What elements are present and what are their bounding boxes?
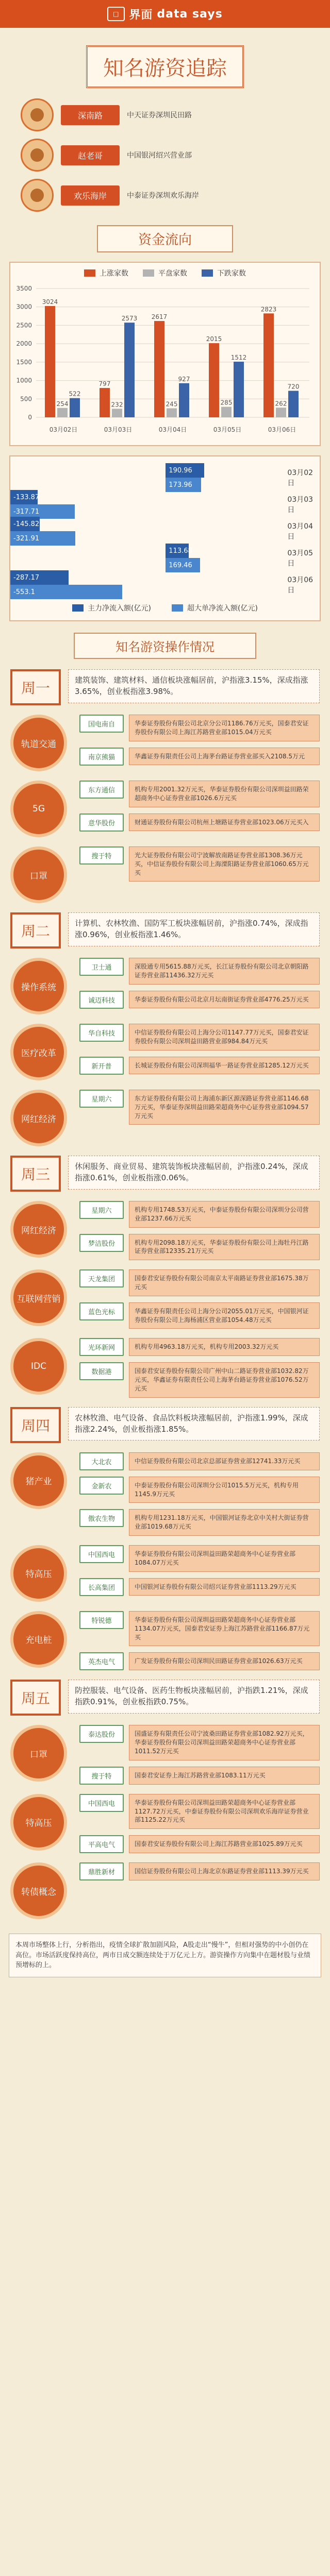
bar-mark [57,408,68,417]
flow-date: 03月06日 [287,576,314,595]
person-desc: 中国银河绍兴营业部 [127,151,192,160]
stock-desc: 华鑫证券有限责任公司上海茅台路证券营业部买入2108.5万元 [129,748,320,766]
timeline [10,669,320,1919]
theme-block [10,1201,320,1260]
stock-desc: 机构专用2098.18万元买，华泰证券股份有限公司上海牡丹江路证券营业部12335.21万元买 [129,1234,320,1261]
stock-list [79,846,320,903]
week-tag: 周三 [10,1156,61,1192]
stock-desc: 长城证券股份有限公司深圳福华一路证券营业部1285.12万元买 [129,1057,320,1075]
flow-bar: -553.1 [10,585,122,599]
flow-bar: 190.96 [166,463,204,478]
brand-logo [107,6,222,22]
bar-value-label: 720 [287,383,300,391]
avatar-face-icon [30,189,44,202]
stock-desc: 广发证券股份有限公司深圳民田路证券营业部1026.63万元买 [129,1652,320,1670]
week-head [10,1680,320,1716]
bar-chart-svg [10,283,320,438]
stock-item [79,1302,320,1329]
theme-block [10,1269,320,1329]
theme-circle: 医疗改革 [10,1024,67,1080]
person-item [21,98,309,131]
avatar [21,179,54,212]
bar-value-label: 245 [166,400,178,408]
stock-desc: 华泰证券股份有限公司深圳益田路荣超商务中心证券营业部1084.07万元买 [129,1545,320,1572]
theme-block [10,781,320,837]
legend-item [172,603,258,613]
theme-block [10,1338,320,1397]
stock-item [79,1201,320,1228]
stock-item [79,958,320,985]
theme-circle: 互联网营销 [10,1269,67,1326]
theme-block [10,1725,320,1784]
stock-list [79,958,320,1014]
y-tick-label: 0 [28,414,32,421]
bar-mark [179,383,189,417]
theme-block [10,1862,320,1919]
bar-mark [234,362,244,417]
bar-mark [221,407,232,417]
bar-mark [209,343,219,417]
y-tick-label: 500 [20,395,32,403]
theme-circle: 特高压 [10,1794,67,1851]
stock-item [79,846,320,882]
flow-bar: -287.17 [10,570,69,585]
theme-circle: 特高压 [10,1545,67,1602]
stock-name: 卫士通 [79,958,124,976]
bar-value-label: 232 [111,401,123,409]
stock-item [79,1477,320,1503]
flow-left [10,490,161,519]
avatar-face-icon [30,108,44,122]
theme-block [10,958,320,1014]
x-tick-label: 03月06日 [268,426,296,433]
stock-desc: 华泰证券股份有限公司北京月坛南街证券营业部4776.25万元买 [129,991,320,1009]
bar-mark [276,408,286,417]
flow-bar: 173.96 [166,478,201,492]
week-head [10,912,320,948]
theme-block [10,715,320,771]
bar-value-label: 1512 [230,354,247,361]
stock-list [79,1090,320,1146]
stock-list [79,781,320,837]
chart-legend [10,268,320,278]
bar-value-label: 254 [56,400,69,408]
y-tick-label: 3500 [16,285,32,292]
stock-item [79,1767,320,1785]
person-name: 深南路 [61,105,120,125]
stock-desc: 国信证券股份有限公司上海北京东路证券营业部1113.39万元买 [129,1862,320,1880]
theme-block [10,1024,320,1080]
bar-value-label: 522 [69,390,81,398]
legend-item [72,603,151,613]
y-tick-label: 1000 [16,377,32,384]
stock-name: 长高集团 [79,1578,124,1596]
stock-item [79,715,320,741]
theme-circle: 5G [10,781,67,837]
stock-item [79,1862,320,1880]
flow-right [161,463,287,492]
theme-circle: 猪产业 [10,1452,67,1509]
person-item [21,139,309,172]
stock-item [79,1452,320,1470]
bar-mark [70,398,80,417]
stock-name: 平高电气 [79,1835,124,1853]
stock-desc: 华泰证券股份有限公司北京分公司1186.76万元买，国泰君安证券股份有限公司上海江苏路营业部1015.04万元买 [129,715,320,741]
flow-date: 03月04日 [287,522,314,541]
stock-desc: 中泰证券股份有限公司深圳分公司1015.5万元买，机构专用1145.9万元买 [129,1477,320,1503]
flow-left [10,570,161,599]
bar-mark [124,323,135,417]
legend-item [84,268,128,278]
stock-name: 星期六 [79,1090,124,1108]
flow-date: 03月02日 [287,469,314,487]
bar-value-label: 262 [275,400,287,408]
stock-name: 星期六 [79,1201,124,1219]
avatar-face-icon [30,148,44,162]
x-tick-label: 03月05日 [213,426,242,433]
stock-desc: 华鑫证券有限责任公司上海分公司2055.01万元买，中国银河证券股份有限公司上海杨浦区营业部1054.48万元买 [129,1302,320,1329]
avatar [21,98,54,131]
stock-list [79,1611,320,1670]
legend-swatch [202,269,213,277]
bar-mark [288,391,299,417]
week-summary: 防控服装、电气设备、医药生物板块涨幅居前，沪指跌1.21%，深成指跌0.91%，创业板指跌0.75%。 [68,1680,320,1714]
person-desc: 中泰证券深圳欢乐海岸 [127,192,199,200]
flow-bar: 113.68 [166,544,189,558]
person-item [21,179,309,212]
flow-left [10,517,161,546]
theme-block [10,1452,320,1536]
stock-item [79,781,320,807]
y-tick-label: 2500 [16,321,32,329]
stock-desc: 华泰证券股份有限公司深圳益田路荣超商务中心证券营业部1134.07万元买，国泰君安证券上海江苏路营业部1166.87万元买 [129,1611,320,1646]
legend-swatch [84,269,95,277]
bar-mark [167,409,177,418]
stock-item [79,1835,320,1853]
stock-name: 华自科技 [79,1024,124,1042]
week-tag: 周一 [10,669,61,705]
brand-name: 界面 [129,8,153,22]
bar-mark [100,388,110,417]
stock-desc: 国泰君安证券上海江苏路营业部1083.11万元买 [129,1767,320,1785]
stock-name: 天龙集团 [79,1269,124,1287]
flow-right [161,544,287,572]
stock-item [79,1545,320,1572]
stock-item [79,1090,320,1125]
legend-label: 平盘家数 [158,269,187,278]
avatar [21,139,54,172]
stock-desc: 中信证券股份有限公司北京总部证券营业部12741.33万元买 [129,1452,320,1470]
week-summary: 休闲服务、商业贸易、建筑装饰板块涨幅居前，沪指涨0.24%，深成指涨0.61%，创业板指涨0.06%。 [68,1156,320,1190]
stock-item [79,1611,320,1646]
y-tick-label: 1500 [16,358,32,366]
bar-value-label: 927 [178,375,190,383]
stock-list [79,1269,320,1329]
stock-name: 搜于特 [79,1767,124,1785]
week-head [10,1407,320,1443]
stock-list [79,1862,320,1919]
bar-chart [9,262,321,446]
legend-label: 下跌家数 [217,269,246,278]
bar-mark [154,321,164,417]
stock-list [79,715,320,771]
week-summary: 计算机、农林牧渔、国防军工板块涨幅居前，沪指涨0.74%，深成指涨0.96%，创业板指涨1.46%。 [68,912,320,946]
stock-list [79,1201,320,1260]
y-tick-label: 2000 [16,340,32,348]
stock-item [79,1338,320,1356]
theme-circle: 口罩 [10,846,67,903]
people-list [21,98,309,212]
stock-item [79,1362,320,1397]
logo-icon: □ [107,7,125,21]
theme-circle: 口罩 [10,1725,67,1782]
bar-value-label: 3024 [42,298,58,306]
stock-desc: 国盛证券有限责任公司宁波桑田路证券营业部1082.92万元买，华泰证券股份有限公司深圳益田路荣超商务中心证券营业部1011.52万元买 [129,1725,320,1760]
stock-desc: 光大证券股份有限公司宁波解放南路证券营业部1308.36万元买，中信证券股份有限公司上海溧阳路证券营业部1060.65万元买 [129,846,320,882]
stock-name: 中国西电 [79,1545,124,1563]
stock-list [79,1024,320,1080]
stock-desc: 中信证券股份有限公司上海分公司1147.77万元买，国泰君安证券股份有限公司深圳益田路营业部984.84万元买 [129,1024,320,1050]
stock-desc: 中国银河证券股份有限公司绍兴证券营业部1113.29万元买 [129,1578,320,1596]
stock-name: 特锐德 [79,1611,124,1629]
footer-note: 本周市场整体上行，分析指出，疫情全球扩散加剧风险，A股走出“慢牛”，但相对强势的中小创仍在高位。市场活跃度保持高位，两市日成交额连续处于万亿元上方。游资操作方向集中在题材股与业绩预增标的上。 [9,1934,321,1977]
stock-list [79,1452,320,1536]
stock-name: 金新农 [79,1477,124,1495]
stock-name: 南京熊猫 [79,748,124,766]
theme-circle: 网红经济 [10,1090,67,1146]
stock-desc: 华泰证券股份有限公司深圳益田路荣超商务中心证券营业部1127.72万元买，中泰证券股份有限公司深圳欢乐海岸证券营业部1125.22万元买 [129,1794,320,1829]
legend-label: 主力净流入额(亿元) [88,604,151,613]
stock-desc: 机构专用1231.18万元买，中国银河证券北京中关村大街证券营业部1019.68万元买 [129,1509,320,1536]
stock-item [79,748,320,766]
stock-desc: 机构专用2001.32万元买，华泰证券股份有限公司深圳益田路荣超商务中心证券营业部1026.6万元买 [129,781,320,807]
flow-date: 03月03日 [287,496,314,514]
week-tag: 周四 [10,1407,61,1443]
stock-name: 国电南自 [79,715,124,733]
stock-item [79,1234,320,1261]
flow-legend [10,603,320,613]
theme-block [10,846,320,903]
week-tag: 周五 [10,1680,61,1716]
theme-block [10,1090,320,1146]
theme-circle: IDC [10,1338,67,1395]
person-desc: 中天证券深圳民田路 [127,111,192,120]
legend-swatch [143,269,154,277]
flow-row [10,520,320,542]
flow-row [10,467,320,488]
section-title-capital-flow: 资金流向 [97,225,233,252]
x-tick-label: 03月04日 [158,426,187,433]
stock-name: 梦洁股份 [79,1234,124,1252]
stock-list [79,1545,320,1602]
bar-mark [45,306,55,417]
bar-value-label: 797 [98,380,111,388]
x-tick-label: 03月03日 [104,426,133,433]
bar-mark [263,313,274,417]
stock-name: 诚迈科技 [79,991,124,1009]
y-tick-label: 3000 [16,303,32,311]
theme-circle: 充电桩 [10,1611,67,1668]
legend-item [143,268,187,278]
stock-name: 光环新网 [79,1338,124,1356]
legend-item [202,268,246,278]
flow-bar: -317.71 [10,504,75,519]
stock-item [79,1057,320,1075]
stock-name: 意华股份 [79,814,124,832]
flow-bar: -133.87 [10,490,38,504]
stock-desc: 机构专用4963.18万元买，机构专用2003.32万元买 [129,1338,320,1356]
person-name: 赵老哥 [61,145,120,165]
stock-name: 英杰电气 [79,1652,124,1670]
bar-value-label: 2617 [151,313,168,321]
week-summary: 农林牧渔、电气设备、食品饮料板块涨幅居前，沪指涨1.99%，深成指涨2.24%，创业板指涨1.85%。 [68,1407,320,1441]
stock-desc: 国泰君安证券股份有限公司上海江苏路营业部1025.89万元买 [129,1835,320,1853]
stock-name: 新开普 [79,1057,124,1075]
week-tag: 周二 [10,912,61,948]
legend-label: 超大单净流入额(亿元) [187,604,258,613]
legend-label: 上涨家数 [100,269,128,278]
stock-item [79,1509,320,1536]
theme-circle: 轨道交通 [10,715,67,771]
flow-row [10,494,320,515]
section-title-operations: 知名游资操作情况 [74,633,256,659]
bar-value-label: 2015 [206,335,222,343]
capital-flow-chart [9,455,321,621]
theme-circle: 操作系统 [10,958,67,1014]
stock-name: 中国西电 [79,1794,124,1812]
x-tick-label: 03月02日 [49,426,78,433]
stock-desc: 深股通专用5615.88万元买，长江证券股份有限公司北京朝阳路证券营业部11436.32万元买 [129,958,320,985]
flow-date: 03月05日 [287,549,314,568]
theme-circle: 网红经济 [10,1201,67,1258]
flow-bar: 169.46 [166,558,200,572]
legend-swatch [172,604,183,612]
stock-desc: 国泰君安证券股份有限公司南京太平南路证券营业部1675.38万元买 [129,1269,320,1296]
theme-block [10,1611,320,1670]
theme-block [10,1794,320,1853]
stock-name: 蓝色光标 [79,1302,124,1320]
top-bar [0,0,330,28]
stock-desc: 机构专用1748.53万元买，中泰证券股份有限公司深圳分公司营业部1237.66万元买 [129,1201,320,1228]
stock-name: 泰达股份 [79,1725,124,1743]
flow-row [10,574,320,596]
legend-swatch [72,604,84,612]
flow-bar: -321.91 [10,531,75,546]
flow-bar: -145.82 [10,517,40,531]
week-summary: 建筑装饰、建筑材料、通信板块涨幅居前，沪指涨3.15%，深成指涨3.65%，创业板指涨3.98%。 [68,669,320,703]
stock-list [79,1338,320,1397]
flow-row [10,547,320,569]
bar-value-label: 2823 [260,306,277,313]
stock-item [79,1024,320,1050]
brand-sub: data says [157,7,223,21]
stock-item [79,814,320,832]
stock-name: 鼎胜新材 [79,1862,124,1880]
stock-desc: 东方证券股份有限公司上海浦东新区源深路证券营业部1146.68万元买，华泰证券深圳益田路荣超商务中心证券营业部1094.57万元买 [129,1090,320,1125]
stock-desc: 财通证券股份有限公司杭州上塘路证券营业部1023.06万元买入 [129,814,320,832]
bar-value-label: 285 [220,399,233,406]
stock-list [79,1794,320,1853]
week-head [10,669,320,705]
bar-value-label: 2573 [121,315,138,323]
theme-circle: 转债概念 [10,1862,67,1919]
stock-list [79,1725,320,1784]
person-name: 欢乐海岸 [61,185,120,206]
theme-block [10,1545,320,1602]
stock-item [79,1794,320,1829]
stock-item [79,991,320,1009]
page-title: 知名游资追踪 [86,45,244,88]
week-head [10,1156,320,1192]
stock-name: 东方通信 [79,781,124,799]
stock-name: 搜于特 [79,846,124,865]
stock-item [79,1725,320,1760]
stock-item [79,1269,320,1296]
stock-desc: 国泰君安证券股份有限公司广州中山二路证券营业部1032.82万元买，华鑫证券有限责任公司上海茅台路证券营业部1076.52万元买 [129,1362,320,1397]
stock-name: 大北农 [79,1452,124,1470]
stock-item [79,1578,320,1596]
bar-mark [112,409,122,417]
stock-item [79,1652,320,1670]
stock-name: 傲农生物 [79,1509,124,1527]
flow-rows [10,467,320,596]
stock-name: 数据港 [79,1362,124,1380]
